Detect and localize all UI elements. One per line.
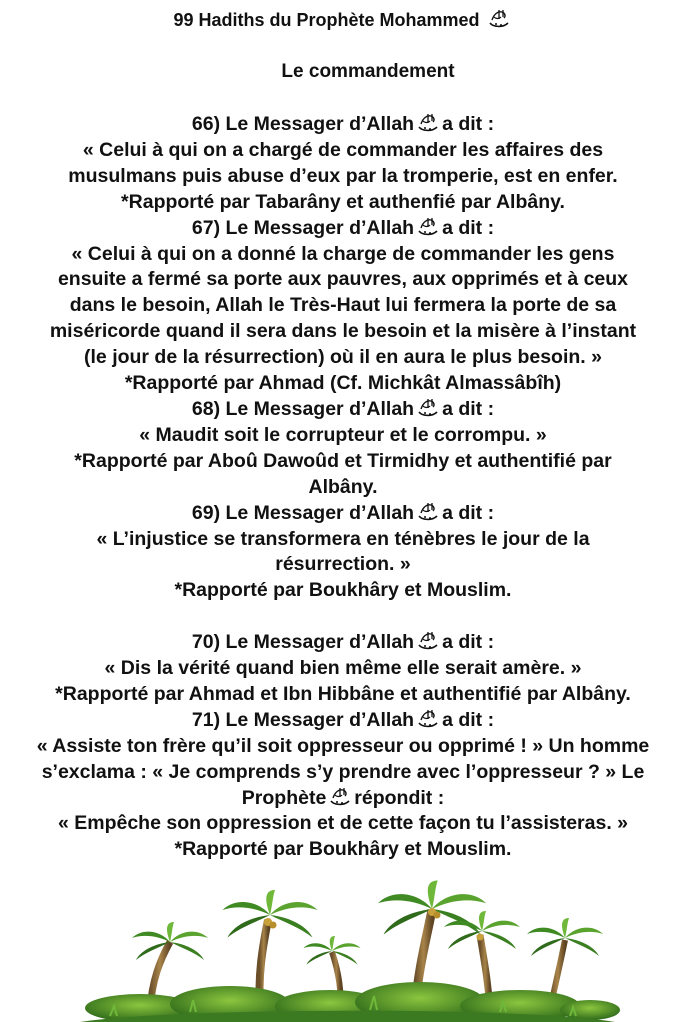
hadith-intro-text: 70) Le Messager d’Allah	[191, 631, 415, 654]
hadith-text-line: (le jour de la résurrection) où il en aura le plus besoin. »	[84, 346, 602, 369]
hadith-text-line: musulmans puis abuse d’eux par la tromperie, est en enfer.	[68, 164, 618, 187]
hadith-source: *Rapporté par Ahmad et Ibn Hibbâne et authentifié par Albâny.	[55, 682, 631, 705]
hadith-intro	[0, 501, 686, 527]
salawat-calligraphy-icon	[416, 501, 440, 523]
salawat-calligraphy-icon	[328, 786, 352, 808]
hadith-text-line: « Maudit soit le corrupteur et le corrompu. »	[139, 423, 547, 446]
hadith-source: Albâny.	[308, 475, 378, 498]
hadith-text-line: « L’injustice se transformera en ténèbres le jour de la	[96, 527, 590, 550]
hadith-intro	[0, 397, 686, 423]
hadith-intro-end: a dit :	[442, 113, 495, 135]
hadith-list	[0, 112, 686, 863]
hadith-67	[0, 216, 686, 397]
hadith-intro-end: a dit :	[442, 501, 495, 524]
hadith-intro	[0, 112, 686, 138]
salawat-calligraphy-icon	[416, 112, 440, 134]
hadith-68	[0, 397, 686, 501]
hadith-source: *Rapporté par Boukhâry et Mouslim.	[174, 579, 512, 602]
replied-word: répondit :	[354, 786, 445, 809]
salawat-calligraphy-icon	[416, 708, 440, 730]
salawat-calligraphy-icon	[416, 216, 440, 238]
palm-trees-illustration	[70, 880, 620, 1022]
hadith-71	[0, 708, 686, 863]
hadith-69	[0, 501, 686, 605]
hadith-70	[0, 630, 686, 708]
hadith-intro-end: a dit :	[442, 631, 495, 654]
hadith-text-line	[0, 786, 686, 812]
hadith-intro-text: 66) Le Messager d’Allah	[191, 113, 415, 135]
hadith-intro	[0, 630, 686, 656]
hadith-source: *Rapporté par Tabarâny et authenfié par Albâny.	[121, 190, 565, 213]
hadith-text-line: « Celui à qui on a donné la charge de commander les gens	[71, 242, 615, 265]
hadith-intro	[0, 708, 686, 734]
hadith-66	[0, 112, 686, 216]
hadith-source: *Rapporté par Aboû Dawoûd et Tirmidhy et authentifié par	[74, 449, 612, 472]
hadith-text-line: « Celui à qui on a chargé de commander les affaires des	[82, 138, 604, 161]
hadith-intro-end: a dit :	[442, 708, 495, 731]
section-title: Le commandement	[281, 61, 455, 82]
hadith-intro	[0, 216, 686, 242]
hadith-source: *Rapporté par Ahmad (Cf. Michkât Almassâbîh)	[124, 372, 562, 395]
hadith-intro-text: 69) Le Messager d’Allah	[191, 501, 415, 524]
document-title	[0, 8, 686, 32]
hadith-intro-end: a dit :	[442, 397, 495, 420]
hadith-text-line: « Dis la vérité quand bien même elle serait amère. »	[104, 657, 582, 680]
hadith-text-line: résurrection. »	[275, 553, 411, 576]
hadith-text-line: ensuite a fermé sa porte aux pauvres, aux opprimés et à ceux	[57, 268, 629, 291]
salawat-calligraphy-icon	[416, 397, 440, 419]
document-title-text: 99 Hadiths du Prophète Mohammed	[173, 10, 480, 30]
hadith-intro-end: a dit :	[442, 216, 495, 239]
paragraph-gap	[0, 604, 686, 630]
salawat-calligraphy-icon	[416, 630, 440, 652]
prophet-word: Prophète	[241, 786, 327, 809]
hadith-intro-text: 68) Le Messager d’Allah	[191, 397, 415, 420]
hadith-text-line: dans le besoin, Allah le Très-Haut lui fermera la porte de sa	[69, 294, 617, 317]
hadith-source: *Rapporté par Boukhâry et Mouslim.	[174, 838, 512, 861]
hadith-text-line: miséricorde quand il sera dans le besoin et la misère à l’instant	[49, 320, 637, 343]
hadith-text-line: « Assiste ton frère qu’il soit oppresseur ou opprimé ! » Un homme	[36, 734, 650, 757]
hadith-text-line: s’exclama : « Je comprends s’y prendre avec l’oppresseur ? » Le	[41, 760, 645, 783]
salawat-calligraphy-icon	[487, 8, 511, 30]
hadith-intro-text: 71) Le Messager d’Allah	[191, 708, 415, 731]
hadith-intro-text: 67) Le Messager d’Allah	[191, 216, 415, 239]
hadith-text-line: « Empêche son oppression et de cette façon tu l’assisteras. »	[57, 812, 629, 835]
